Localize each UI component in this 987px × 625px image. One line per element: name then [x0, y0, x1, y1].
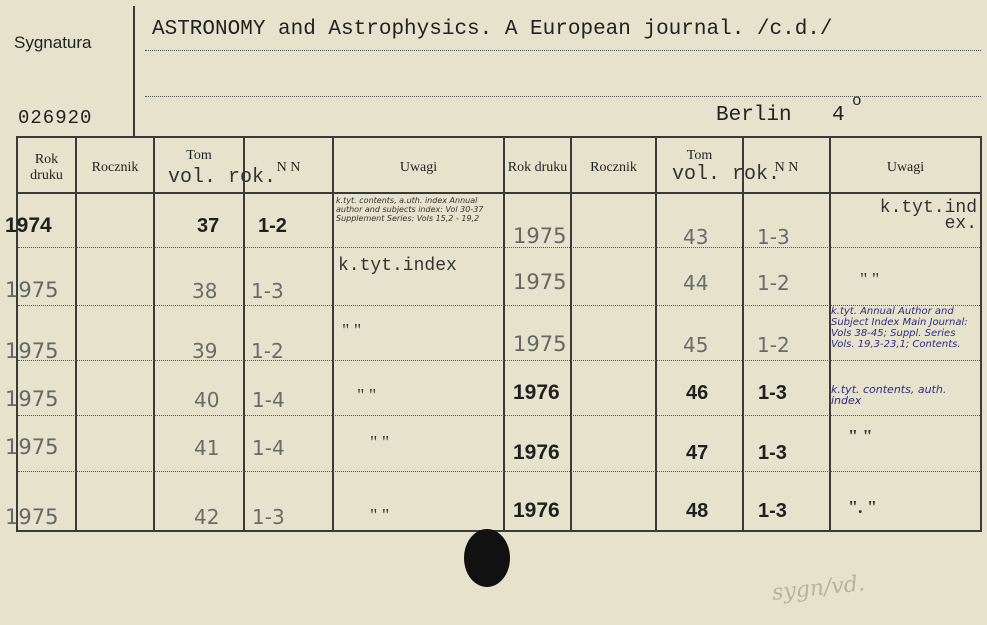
header-rok-left: Rok druku: [30, 152, 63, 183]
left-row-3-nn: 1-2: [251, 339, 284, 363]
right-row-5-year: 1976: [513, 441, 560, 464]
left-row-4-nn: 1-4: [252, 388, 285, 412]
left-row-6-tom: 42: [194, 505, 220, 529]
header-uwagi-right: Uwagi: [886, 160, 925, 175]
right-row-4-nn: 1-3: [758, 382, 787, 404]
right-row-6-year: 1976: [513, 499, 560, 522]
row-separator: [18, 247, 980, 248]
header-rocznik-left: Rocznik: [91, 160, 139, 175]
right-row-1-tom: 43: [683, 225, 709, 249]
sygnatura-label: Sygnatura: [14, 33, 92, 52]
right-row-3-nn: 1-2: [757, 333, 790, 357]
journal-title: ASTRONOMY and Astrophysics. A European journal. /c.d./: [152, 18, 833, 41]
left-row-2-tom: 38: [192, 279, 218, 303]
pencil-footer-note: sygn/vd.: [770, 571, 866, 606]
right-row-3-note: k.tyt. Annual Author and Subject Index Main Journal: Vols 38-45; Suppl. Series Vols. 19,3-23,1; Contents.: [831, 306, 968, 350]
publication-place: Berlin: [716, 104, 792, 127]
right-row-2-nn: 1-2: [757, 271, 790, 295]
row-separator: [18, 415, 980, 416]
header-rocznik-right: Rocznik: [590, 160, 637, 175]
divider: [16, 530, 982, 532]
divider: [332, 136, 334, 532]
right-row-3-year: 1975: [513, 332, 567, 356]
left-row-3-note: " ": [342, 320, 362, 340]
divider: [742, 136, 744, 532]
left-row-3-year: 1975: [5, 339, 59, 363]
header-nn-right: N N: [774, 160, 799, 175]
left-row-4-tom: 40: [194, 388, 220, 412]
left-row-5-nn: 1-4: [252, 436, 285, 460]
right-row-5-tom: 47: [686, 442, 709, 464]
right-row-6-note: ". ": [848, 497, 877, 517]
left-row-2-nn: 1-3: [251, 279, 284, 303]
left-row-6-nn: 1-3: [252, 505, 285, 529]
left-row-2-year: 1975: [5, 278, 59, 302]
divider: [16, 192, 982, 194]
format-superscript: o: [852, 92, 862, 110]
divider: [570, 136, 572, 532]
left-row-2-note: k.tyt.index: [338, 256, 457, 276]
left-row-1-note: k.tyt. contents, a.uth. index Annual author and subjects index: Vol 30-37 Supplement Series: Vols 15,2 - 19,2: [336, 196, 484, 223]
header-tom-overlay-right: vol. rok.: [672, 163, 781, 186]
left-row-4-note: " ": [357, 385, 377, 405]
divider: [243, 136, 245, 532]
left-row-1-nn: 1-2: [258, 215, 287, 237]
right-row-1-year: 1975: [513, 224, 567, 248]
right-row-2-note: " ": [860, 269, 880, 289]
left-row-4-year: 1975: [5, 387, 59, 411]
right-row-4-note: k.tyt. contents, auth. index: [831, 383, 947, 407]
left-row-6-year: 1975: [5, 505, 59, 529]
right-row-6-tom: 48: [686, 500, 709, 522]
divider: [145, 50, 981, 51]
row-separator: [18, 471, 980, 472]
header-tom-overlay-left: vol. rok.: [168, 166, 277, 189]
right-row-4-tom: 46: [686, 382, 709, 404]
right-row-6-nn: 1-3: [758, 500, 787, 522]
header-tom-left: Tom: [186, 148, 212, 163]
divider: [980, 136, 982, 532]
right-row-1-note: k.tyt.ind ex.: [879, 198, 977, 234]
left-row-1-tom: 37: [197, 215, 220, 237]
left-row-6-note: " ": [370, 505, 390, 525]
left-row-1-year: 1974: [5, 214, 52, 237]
left-row-3-tom: 39: [192, 339, 218, 363]
right-row-1-nn: 1-3: [757, 225, 790, 249]
right-row-5-note: " ": [848, 426, 873, 446]
header-uwagi-left: Uwagi: [399, 160, 438, 175]
row-separator: [18, 360, 980, 361]
right-row-3-tom: 45: [683, 333, 709, 357]
punch-hole: [464, 529, 510, 587]
right-row-2-year: 1975: [513, 270, 567, 294]
divider: [503, 136, 505, 532]
header-rok-right: Rok druku: [507, 160, 568, 175]
left-row-5-note: " ": [370, 432, 390, 452]
divider: [133, 6, 135, 138]
divider: [75, 136, 77, 532]
divider: [655, 136, 657, 532]
header-tom-right: Tom: [686, 148, 713, 163]
header-nn-left: N N: [276, 160, 301, 175]
divider: [153, 136, 155, 532]
left-row-5-tom: 41: [194, 436, 220, 460]
format: 4: [832, 104, 845, 127]
divider: [16, 136, 18, 532]
sygnatura-value: 026920: [18, 107, 93, 129]
right-row-4-year: 1976: [513, 381, 560, 404]
divider: [16, 136, 982, 138]
right-row-2-tom: 44: [683, 271, 709, 295]
left-row-5-year: 1975: [5, 435, 59, 459]
right-row-5-nn: 1-3: [758, 442, 787, 464]
